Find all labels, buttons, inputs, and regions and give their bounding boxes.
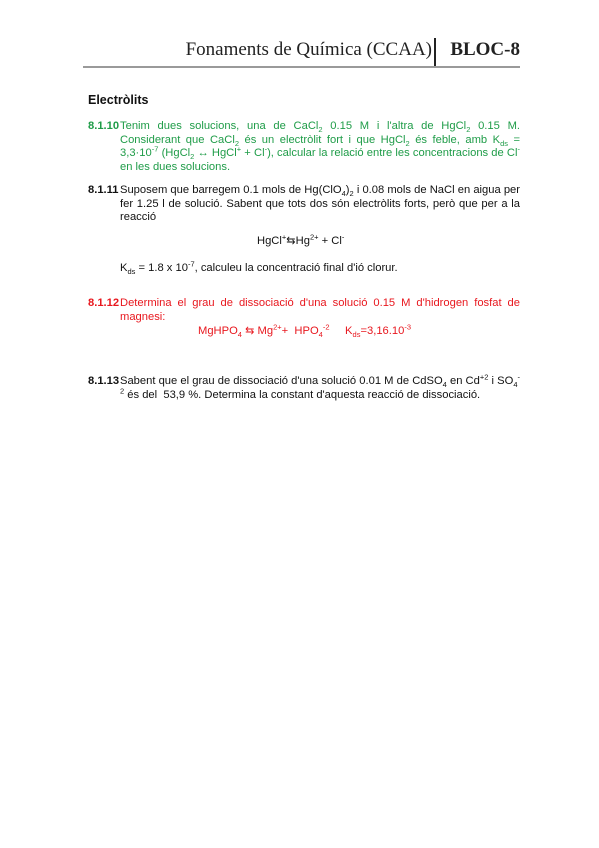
course-title: Fonaments de Química (CCAA): [185, 39, 432, 60]
page-header: [83, 38, 520, 68]
problem-number: 8.1.10: [88, 120, 120, 132]
problem-text: $K_{ds} = 1.8$ x $10^{-7}$, calculeu la concentració final d'ió clorur.: [120, 259, 398, 277]
section-title: Electròlits: [88, 93, 149, 107]
header-divider: [434, 38, 436, 67]
problem-text: Suposem que barregem 0.1 mols de $Hg(ClO_4)_2$ i 0.08 mols de NaCl en aigua per fer 1.25 l de solució. Sabent que tots dos són electròlits forts, però que per a la reacció: [120, 184, 521, 224]
problem-8-1-11: [88, 184, 520, 225]
problem-number: 8.1.11: [88, 184, 119, 196]
problem-text: Determina el grau de dissociació d'una solució 0.15 M d'hidrogen fosfat de magnesi:: [120, 297, 520, 323]
bloc-label: BLOC-8: [450, 39, 520, 60]
header-rule: [83, 66, 520, 68]
problem-8-1-12: [88, 297, 520, 324]
problem-text: Sabent que el grau de dissociació d'una solució 0.01 M de CdSO$_4$ en $Cd^{+2}$ i $SO_4^{-2}$ és del 53,9 %. Determina la constant d'aquesta reacció de dissociació.: [120, 372, 521, 401]
problem-8-1-10: [88, 120, 520, 174]
problem-8-1-13: [88, 372, 521, 402]
equation-hgcl: $HgCl^+⇆Hg^{2+} + Cl^-$: [257, 232, 345, 247]
problem-text: Tenim dues solucions, una de CaCl$_2$ 0.15 M i l'altra de HgCl$_2$ 0.15 M. Considerant que CaCl$_2$ és un electròlit fort i que HgCl$_2$ és feble, amb $K_{ds} = 3,3\cdot 10^{-7}$ (HgCl$_2$ ↔ HgCl+ + Cl-), calcular la relació entre les concentracions de Cl- en les dues solucions.: [120, 120, 521, 173]
problem-number: 8.1.13: [88, 375, 120, 387]
equation-mghpo4: MgHPO$_4$ ⇆ $Mg^{2+}+ HPO_4^{-2}$ $K_{ds}=3,16.10^{-3}$: [198, 322, 411, 340]
problem-number: 8.1.12: [88, 297, 120, 309]
